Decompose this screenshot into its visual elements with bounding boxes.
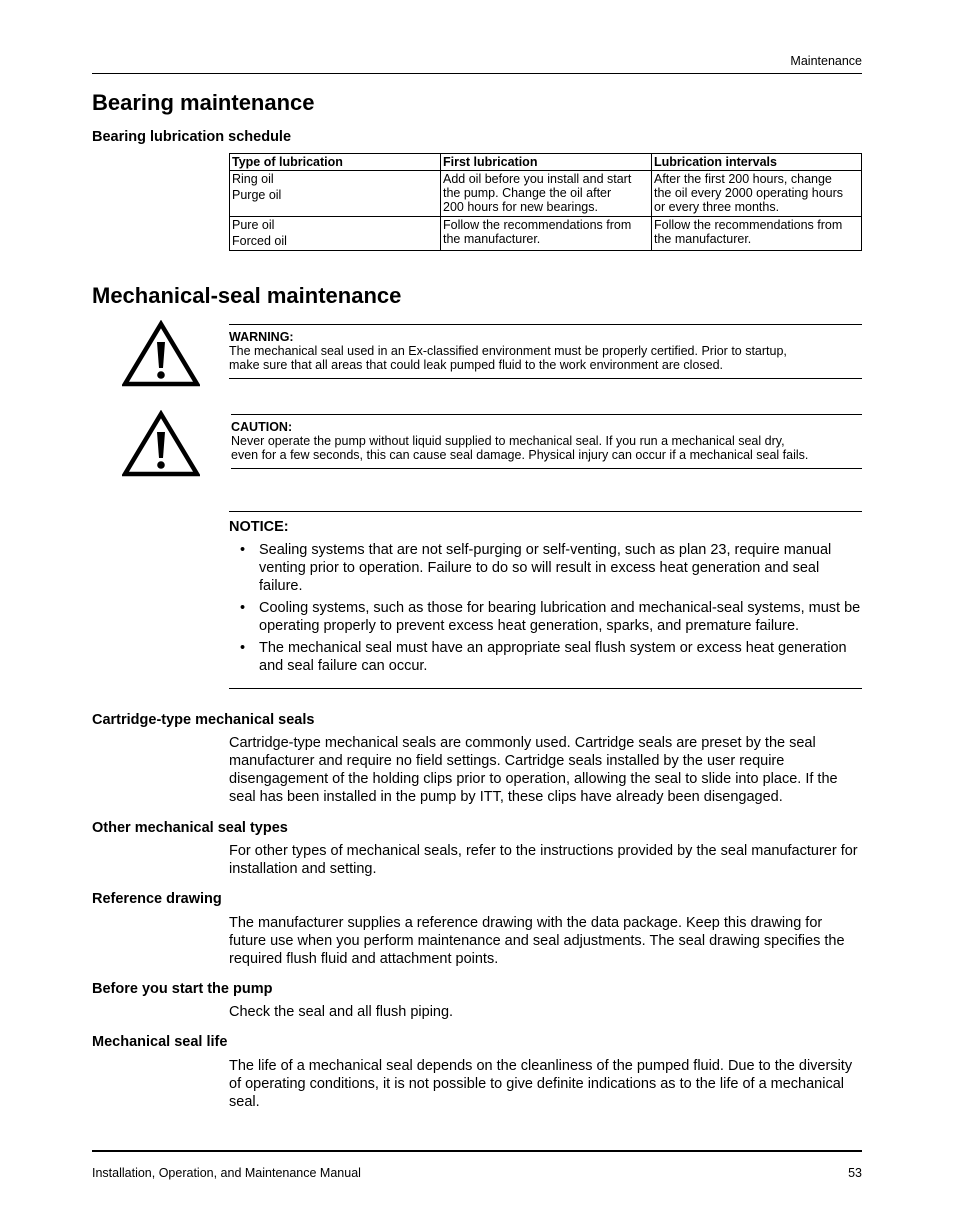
notice-list: [229, 541, 862, 679]
caution-text-line: even for a few seconds, this can cause seal damage. Physical injury can occur if a mechanical seal fails.: [231, 448, 809, 462]
warning-box: [229, 324, 862, 379]
footer-manual-title: Installation, Operation, and Maintenance Manual: [92, 1166, 361, 1180]
notice-item-text: Cooling systems, such as those for bearing lubrication and mechanical-seal systems, must be operating properly to prevent excess heat generation, sparks, and premature failure.: [259, 600, 861, 634]
table-header-row: [230, 154, 862, 171]
cell-line: Ring oil: [232, 172, 274, 186]
list-item: • The mechanical seal must have an appropriate seal flush system or excess heat generation and seal failure can occur.: [240, 640, 847, 674]
column-header: Lubrication intervals: [652, 154, 862, 171]
bearing-maintenance-title: Bearing maintenance: [92, 90, 315, 115]
notice-label: NOTICE:: [229, 519, 289, 535]
bearing-schedule-heading: Bearing lubrication schedule: [92, 129, 292, 145]
notice-item-text: Sealing systems that are not self-purging or self-venting, such as plan 23, require manual venting prior to operation. Failure to do so will result in excess heat generation and seal failure.: [259, 542, 832, 594]
cell-line: or every three months.: [654, 200, 780, 214]
seal-life-heading: Mechanical seal life: [92, 1034, 228, 1050]
cartridge-seals-heading: Cartridge-type mechanical seals: [92, 712, 315, 728]
cell-line: the manufacturer.: [443, 232, 541, 246]
list-item: • Sealing systems that are not self-purging or self-venting, such as plan 23, require manual venting prior to operation. Failure to do so will result in excess heat generation and seal failure.: [240, 542, 832, 594]
caution-label: CAUTION:: [231, 420, 293, 434]
warning-label: WARNING:: [229, 330, 294, 344]
warning-text-line: make sure that all areas that could leak pumped fluid to the work environment are closed.: [229, 358, 724, 372]
caution-triangle-icon: [122, 410, 200, 478]
table-cell: [441, 217, 652, 251]
cell-line: 200 hours for new bearings.: [443, 200, 598, 214]
cell-line: Add oil before you install and start: [443, 172, 632, 186]
page-number: 53: [848, 1166, 862, 1180]
table-row: [230, 217, 862, 251]
caution-box: [229, 414, 862, 469]
before-start-heading: Before you start the pump: [92, 981, 273, 997]
cell-line: Follow the recommendations from: [654, 218, 843, 232]
column-header: Type of lubrication: [230, 154, 441, 171]
cartridge-seals-text: Cartridge-type mechanical seals are commonly used. Cartridge seals are preset by the seal manufacturer and require no field settings. Cartridge seals installed by the user require disengagement of the holding clips prior to operation, allowing the seal to slide into place. If the seal has been installed in the pump by ITT, these clips have already been disengaged.: [229, 735, 838, 805]
header-rule: [92, 73, 862, 74]
cell-line: the pump. Change the oil after: [443, 186, 612, 200]
lubrication-schedule-table: [229, 153, 862, 251]
table-cell: [230, 171, 441, 217]
mechanical-seal-title: Mechanical-seal maintenance: [92, 283, 402, 308]
running-header: Maintenance: [790, 54, 862, 68]
other-seal-types-text: For other types of mechanical seals, refer to the instructions provided by the seal manufacturer for installation and setting.: [229, 843, 858, 877]
column-header: First lubrication: [441, 154, 652, 171]
cell-line: Purge oil: [232, 188, 282, 202]
cell-line: the manufacturer.: [654, 232, 752, 246]
other-seal-types-heading: Other mechanical seal types: [92, 820, 288, 836]
warning-text-line: The mechanical seal used in an Ex-classified environment must be properly certified. Prior to startup,: [229, 344, 787, 358]
reference-drawing-text: The manufacturer supplies a reference drawing with the data package. Keep this drawing for future use when you perform maintenance and seal adjustments. The seal drawing specifies the required flush fluid and attachment points.: [229, 915, 845, 967]
warning-triangle-icon: [122, 320, 200, 388]
cell-line: Follow the recommendations from: [443, 218, 632, 232]
notice-item-text: The mechanical seal must have an appropriate seal flush system or excess heat generation and seal failure can occur.: [259, 640, 847, 674]
reference-drawing-heading: Reference drawing: [92, 891, 222, 907]
table-cell: [441, 171, 652, 217]
table-cell: [652, 217, 862, 251]
table-cell: [230, 217, 441, 251]
list-item: • Cooling systems, such as those for bearing lubrication and mechanical-seal systems, must be operating properly to prevent excess heat generation, sparks, and premature failure.: [240, 600, 861, 634]
caution-text-line: Never operate the pump without liquid supplied to mechanical seal. If you run a mechanical seal dry,: [231, 434, 785, 448]
cell-line: After the first 200 hours, change: [654, 172, 832, 186]
cell-line: Pure oil: [232, 218, 275, 232]
seal-life-text: The life of a mechanical seal depends on the cleanliness of the pumped fluid. Due to the diversity of operating conditions, it is not possible to give definite indications as to the life of a mechanical seal.: [229, 1058, 853, 1110]
before-start-text: Check the seal and all flush piping.: [229, 1004, 454, 1020]
footer-rule: [92, 1150, 862, 1152]
notice-box: [229, 511, 862, 689]
cell-line: the oil every 2000 operating hours: [654, 186, 844, 200]
cell-line: Forced oil: [232, 234, 287, 248]
table-row: [230, 171, 862, 217]
table-cell: [652, 171, 862, 217]
